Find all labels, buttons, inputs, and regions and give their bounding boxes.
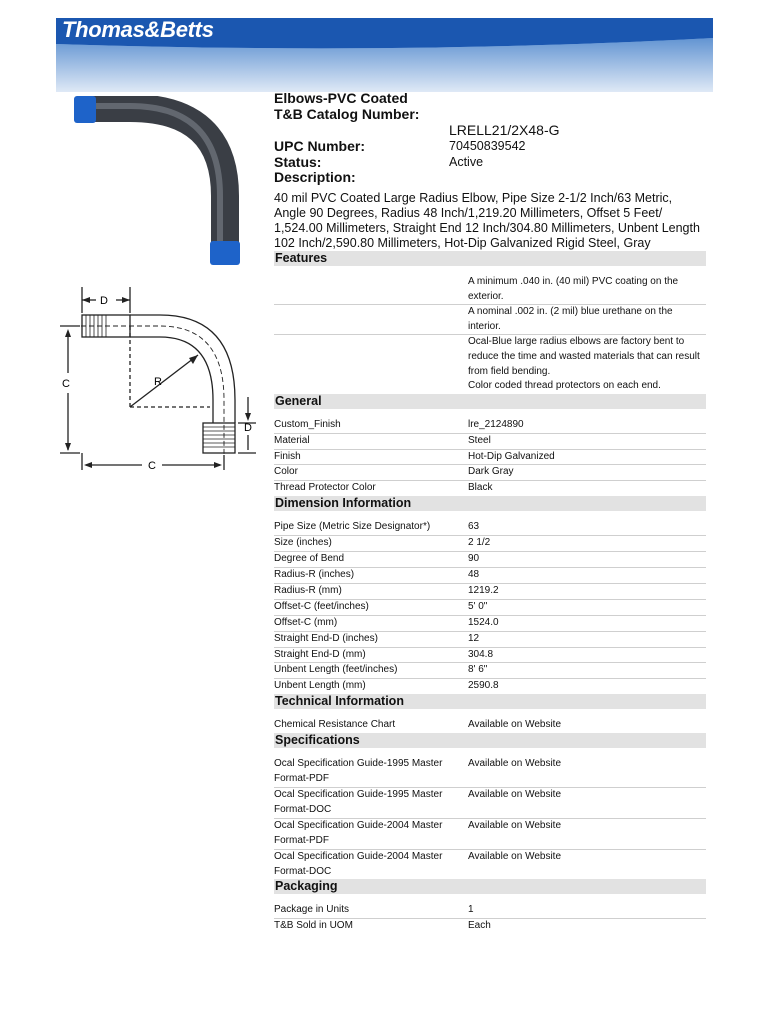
diagram-label-r: R (154, 376, 162, 388)
specifications-header: Specifications (274, 733, 706, 748)
dimension-table (274, 520, 706, 694)
general-table (274, 418, 706, 497)
table-row: T&B Sold in UOM Each (274, 920, 491, 932)
technical-header: Technical Information (274, 694, 706, 709)
table-row: Degree of Bend 90 (274, 552, 706, 568)
feature-item: Ocal-Blue large radius elbows are factory bent to reduce the time and wasted materials that can result from field bending. (468, 336, 700, 377)
table-row: Pipe Size (Metric Size Designator*) 63 (274, 520, 706, 536)
table-row: Chemical Resistance Chart Available on Website (274, 719, 562, 731)
description-text: 40 mil PVC Coated Large Radius Elbow, Pipe Size 2-1/2 Inch/63 Metric, Angle 90 Degrees, Radius 48 Inch/1,219.20 Millimeters, Offset 5 Feet/ 1,524.00 Millimeters, Straight End 12 Inch/304.80 Millimeters, Unbent Length 102 Inch/2,590.80 Millimeters, Hot-Dip Galvanized Rigid Steel, Gray (274, 191, 700, 250)
diagram-label-c-bottom: C (148, 460, 156, 472)
brand-logo: Thomas&Betts (62, 17, 214, 42)
table-row: Ocal Specification Guide-1995 Master Format-PDF Available on Website (274, 757, 706, 788)
table-row: Material Steel (274, 434, 706, 450)
upc-number: 70450839542 (449, 139, 526, 153)
technical-table (274, 718, 706, 733)
general-header: General (274, 394, 706, 409)
features-header: Features (274, 251, 706, 266)
table-row: Offset-C (feet/inches) 5' 0" (274, 600, 706, 616)
diagram-label-c-left: C (62, 378, 70, 390)
product-details (274, 90, 706, 934)
feature-item: Color coded thread protectors on each end. (468, 380, 661, 392)
dimension-diagram (50, 285, 260, 480)
description-label: Description: (274, 169, 356, 185)
table-row: Radius-R (inches) 48 (274, 568, 706, 584)
status-value: Active (449, 154, 484, 169)
table-row: Straight End-D (mm) 304.8 (274, 648, 706, 664)
table-row: Package in Units 1 (274, 903, 706, 919)
table-row: Color Dark Gray (274, 465, 706, 481)
specifications-table (274, 757, 706, 879)
upc-label: UPC Number: (274, 138, 366, 154)
packaging-header: Packaging (274, 879, 706, 894)
table-row: Finish Hot-Dip Galvanized (274, 450, 706, 466)
table-row: Thread Protector Color Black (274, 482, 493, 494)
catalog-number: LRELL21/2X48-G (449, 122, 560, 138)
diagram-label-d-top: D (100, 295, 108, 307)
product-title: Elbows-PVC Coated (274, 90, 408, 106)
table-row: Offset-C (mm) 1524.0 (274, 616, 706, 632)
table-row: Custom_Finish lre_2124890 (274, 418, 706, 434)
table-row: Ocal Specification Guide-1995 Master Format-DOC Available on Website (274, 788, 706, 819)
catalog-label: T&B Catalog Number: (274, 106, 420, 122)
table-row: Ocal Specification Guide-2004 Master Format-PDF Available on Website (274, 819, 706, 850)
packaging-table (274, 903, 706, 934)
table-row: Radius-R (mm) 1219.2 (274, 584, 706, 600)
table-row: Straight End-D (inches) 12 (274, 632, 706, 648)
product-image (60, 96, 250, 271)
status-label: Status: (274, 153, 322, 170)
feature-item: A minimum .040 in. (40 mil) PVC coating on the exterior. (274, 275, 706, 305)
table-row: Unbent Length (mm) 2590.8 (274, 680, 499, 692)
feature-item: A nominal .002 in. (2 mil) blue urethane on the interior. (274, 305, 706, 335)
table-row: Ocal Specification Guide-2004 Master Format-DOC Available on Website (274, 850, 562, 877)
dimension-header: Dimension Information (274, 496, 706, 511)
table-row: Size (inches) 2 1/2 (274, 536, 706, 552)
table-row: Unbent Length (feet/inches) 8' 6" (274, 663, 706, 679)
diagram-label-d-right: D (244, 422, 252, 434)
header-banner (0, 0, 768, 92)
